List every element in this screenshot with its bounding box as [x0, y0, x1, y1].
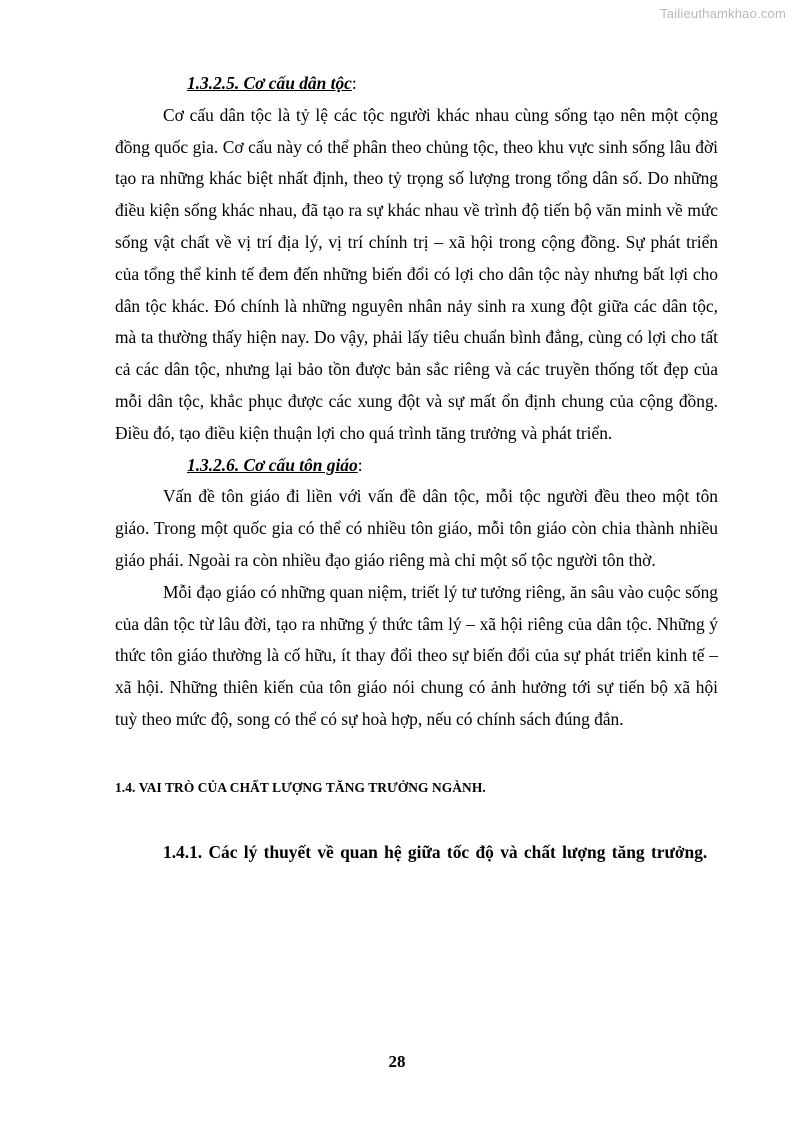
section-heading-1326-title: 1.3.2.6. Cơ cấu tôn giáo	[187, 454, 358, 475]
page-body	[115, 68, 718, 868]
section-heading-1325	[115, 68, 718, 100]
section-heading-1326	[115, 450, 718, 482]
paragraph-religion-2: Mỗi đạo giáo có những quan niệm, triết lý tư tưởng riêng, ăn sâu vào cuộc sống của dân tộc từ lâu đời, tạo ra những ý thức tâm lý – xã hội riêng của dân tộc. Những ý thức tôn giáo thường là cố hữu, ít thay đổi theo sự biến đổi của sự phát triển kinh tế – xã hội. Những thiên kiến của tôn giáo nói chung có ảnh hưởng tới sự tiến bộ xã hội tuỳ theo mức độ, song có thể có sự hoà hợp, nếu có chính sách đúng đắn.	[115, 581, 718, 729]
section-heading-1325-title: 1.3.2.5. Cơ cấu dân tộc	[187, 73, 352, 93]
paragraph-ethnic-structure: Cơ cấu dân tộc là tỷ lệ các tộc người khác nhau cùng sống tạo nên một cộng đồng quốc gia. Cơ cấu này có thể phân theo chủng tộc, theo khu vực sinh sống lâu đời tạo ra những khác biệt nhất định, theo tỷ trọng số lượng trong tổng dân số. Do những điều kiện sống khác nhau, đã tạo ra sự khác nhau về trình độ tiến bộ văn minh về mức sống vật chất về vị trí địa lý, vị trí chính trị – xã hội trong cộng đồng. Sự phát triển của tổng thể kinh tế đem đến những biến đổi có lợi cho dân tộc này nhưng bất lợi cho dân tộc khác. Đó chính là những nguyên nhân nảy sinh ra xung đột giữa các dân tộc, mà ta thường thấy hiện nay. Do vậy, phải lấy tiêu chuẩn bình đẳng, cùng có lợi cho tất cả các dân tộc, nhưng lại bảo tồn được bản sắc riêng và các truyền thống tốt đẹp của mỗi dân tộc, khắc phục được các xung đột và sự mất ổn định chung của cộng đồng. Điều đó, tạo điều kiện thuận lợi cho quá trình tăng trưởng và phát triển.	[115, 104, 718, 443]
section-heading-1326-colon: :	[357, 454, 363, 475]
section-heading-141: 1.4.1. Các lý thuyết về quan hệ giữa tốc độ và chất lượng tăng trưởng.	[163, 841, 708, 862]
paragraph-religion-1: Vấn đề tôn giáo đi liền với vấn đề dân tộc, mỗi tộc người đều theo một tôn giáo. Trong một quốc gia có thể có nhiều tôn giáo, mỗi tôn giáo còn chia thành nhiều giáo phái. Ngoài ra còn nhiều đạo giáo riêng mà chỉ một số tộc người tôn thờ.	[115, 486, 718, 570]
watermark: Tailieuthamkhao.com	[660, 6, 786, 21]
section-heading-1325-colon: :	[351, 73, 357, 93]
page-number: 28	[388, 1052, 406, 1071]
section-heading-14: 1.4. VAI TRÒ CỦA CHẤT LƯỢNG TĂNG TRƯỞNG NGÀNH.	[115, 779, 486, 795]
